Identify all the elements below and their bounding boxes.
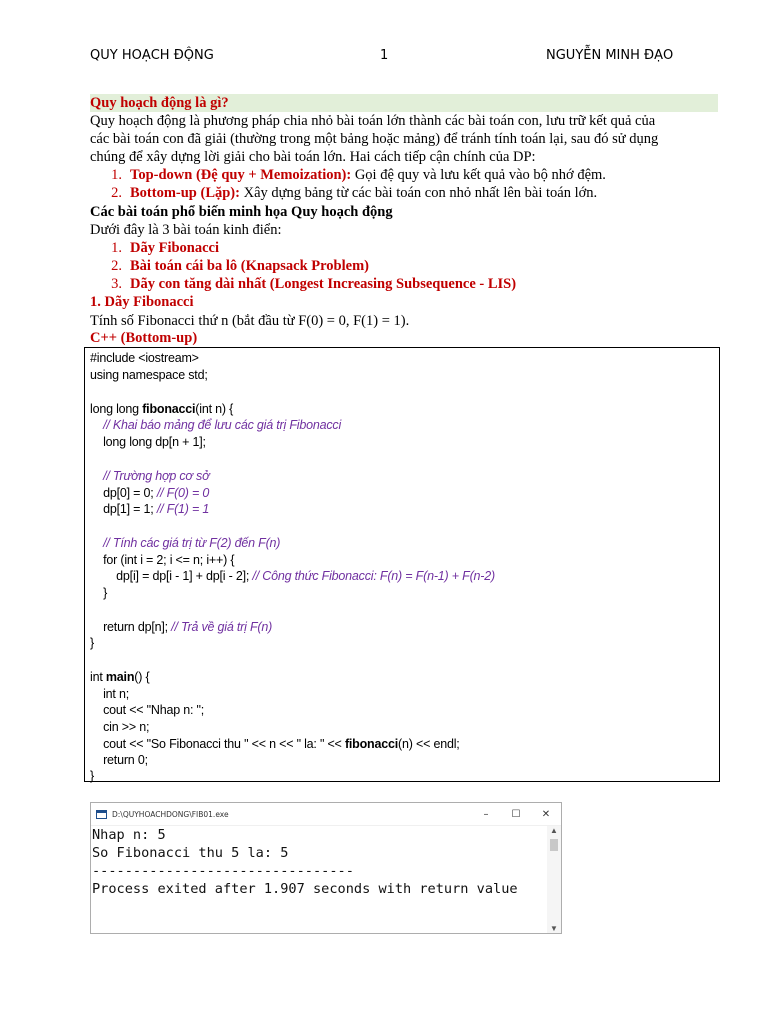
- problems-heading: Các bài toán phổ biến minh họa Quy hoạch động: [90, 204, 393, 220]
- problem-item-1: 1. Dãy Fibonacci: [111, 240, 220, 256]
- console-line: --------------------------------: [92, 863, 354, 879]
- approach-item-1: 1. Top-down (Đệ quy + Memoization): Gọi đệ quy và lưu kết quả vào bộ nhớ đệm.: [111, 167, 606, 183]
- scroll-up-icon[interactable]: ▲: [550, 826, 558, 835]
- code-line: for (int i = 2; i <= n; i++) {: [90, 553, 235, 567]
- code-line: int main() {: [90, 670, 150, 684]
- intro-heading: Quy hoạch động là gì?: [90, 94, 718, 112]
- problem-item-2: 2. Bài toán cái ba lô (Knapsack Problem): [111, 258, 369, 274]
- problems-intro: Dưới đây là 3 bài toán kinh điển:: [90, 222, 282, 238]
- code-line: cout << "So Fibonacci thu " << n << " la: " << fibonacci(n) << endl;: [90, 737, 460, 751]
- code-line: cout << "Nhap n: ";: [90, 703, 205, 717]
- code-line: return dp[n]; // Trả về giá trị F(n): [90, 620, 273, 634]
- intro-para-3: chúng để xây dựng lời giải cho bài toán lớn. Hai cách tiếp cận chính của DP:: [90, 149, 536, 165]
- code-language-label: C++ (Bottom-up): [90, 330, 198, 346]
- console-app-icon: [96, 810, 107, 819]
- close-button[interactable]: ✕: [541, 808, 551, 820]
- code-line: dp[0] = 0; // F(0) = 0: [90, 486, 210, 500]
- code-line: int n;: [90, 687, 129, 701]
- problem-item-3: 3. Dãy con tăng dài nhất (Longest Increasing Subsequence - LIS): [111, 276, 517, 292]
- code-comment: // Tính các giá trị từ F(2) đến F(n): [90, 536, 281, 550]
- console-line: So Fibonacci thu 5 la: 5: [92, 845, 289, 861]
- scroll-down-icon[interactable]: ▼: [550, 924, 558, 933]
- code-line: long long fibonacci(int n) {: [90, 402, 234, 416]
- section-heading: 1. Dãy Fibonacci: [90, 294, 194, 310]
- code-line: return 0;: [90, 753, 148, 767]
- section-desc: Tính số Fibonacci thứ n (bắt đầu từ F(0) = 0, F(1) = 1).: [90, 313, 410, 329]
- console-line: Nhap n: 5: [92, 827, 166, 843]
- code-comment: // Trường hợp cơ sở: [90, 469, 210, 483]
- console-title: D:\QUYHOACHDONG\FIB01.exe: [112, 809, 229, 819]
- code-comment: // Khai báo mảng để lưu các giá trị Fibonacci: [90, 418, 342, 432]
- console-scrollbar[interactable]: [547, 826, 561, 933]
- maximize-button[interactable]: ☐: [511, 808, 521, 820]
- scroll-thumb[interactable]: [550, 839, 558, 851]
- console-window: [90, 802, 562, 934]
- approach-item-2: 2. Bottom-up (Lặp): Xây dựng bảng từ các bài toán con nhỏ nhất lên bài toán lớn.: [111, 185, 598, 201]
- code-line: dp[1] = 1; // F(1) = 1: [90, 502, 210, 516]
- code-line: dp[i] = dp[i - 1] + dp[i - 2]; // Công thức Fibonacci: F(n) = F(n-1) + F(n-2): [90, 569, 495, 583]
- code-line: #include <iostream>: [90, 351, 199, 365]
- header-right: NGUYỄN MINH ĐẠO: [546, 48, 674, 63]
- code-line: using namespace std;: [90, 368, 208, 382]
- code-line: long long dp[n + 1];: [90, 435, 206, 449]
- code-line: cin >> n;: [90, 720, 150, 734]
- header-left: QUY HOẠCH ĐỘNG: [90, 48, 214, 63]
- page-number: 1: [380, 48, 389, 63]
- console-line: Process exited after 1.907 seconds with return value: [92, 881, 518, 897]
- console-output: [91, 826, 550, 933]
- code-line: }: [90, 769, 94, 783]
- intro-para-2: các bài toán con đã giải (thường trong một bảng hoặc mảng) để tránh tính toán lại, sau đó sử dụng: [90, 131, 659, 147]
- code-line: }: [90, 636, 94, 650]
- console-titlebar[interactable]: [91, 803, 561, 826]
- minimize-button[interactable]: –: [483, 808, 489, 820]
- intro-para-1: Quy hoạch động là phương pháp chia nhỏ bài toán lớn thành các bài toán con, lưu trữ kết quả của: [90, 113, 656, 129]
- code-line: }: [90, 586, 108, 600]
